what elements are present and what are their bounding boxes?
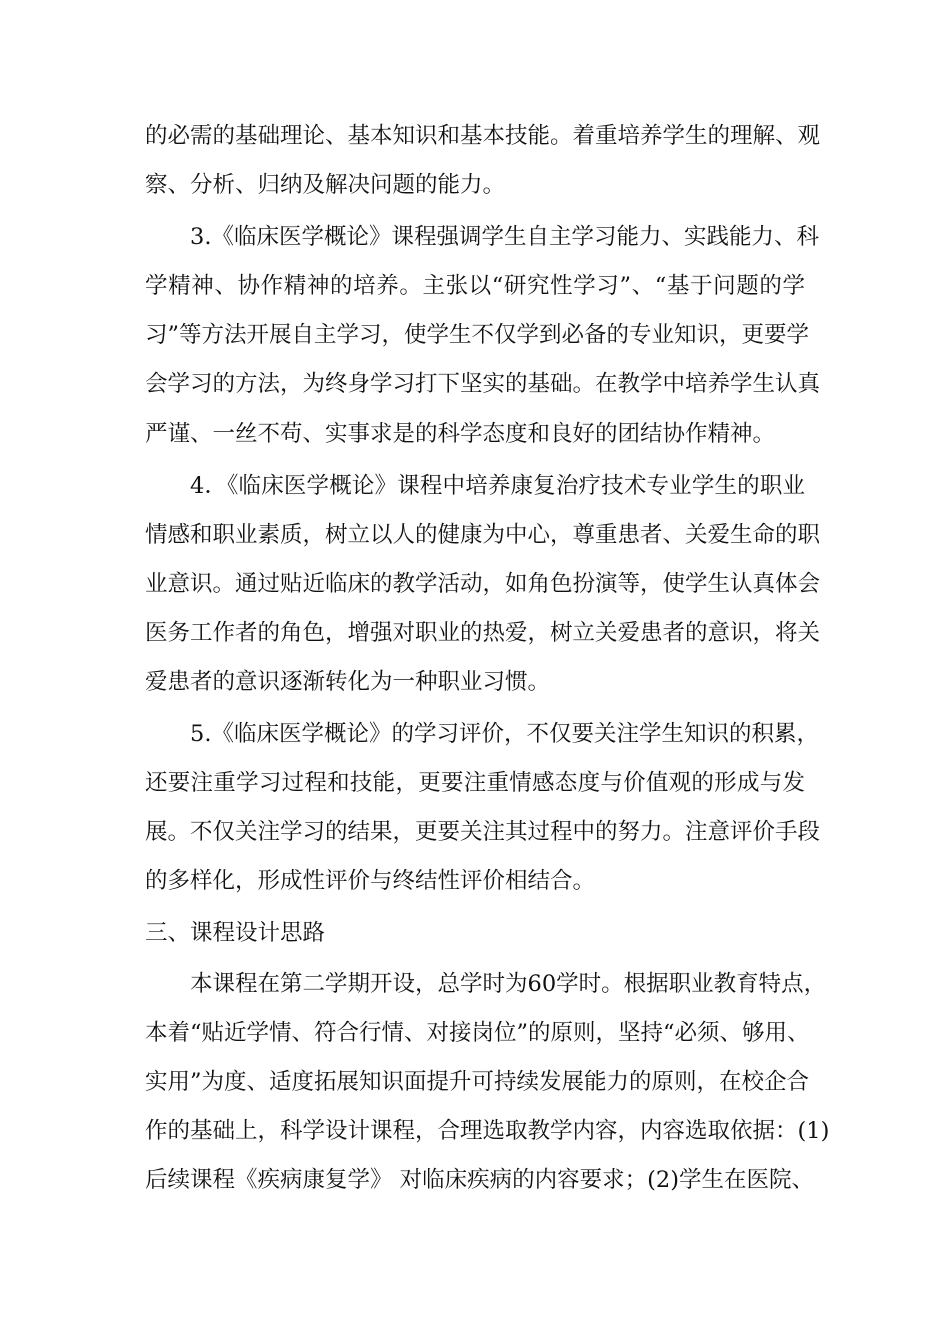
- text-line: [0, 564, 950, 604]
- text-line: [0, 116, 950, 156]
- line-text: 本课程在第二学期开设，总学时为60学时。根据职业教育特点，: [190, 971, 827, 997]
- line-text: 的必需的基础理论、基本知识和基本技能。着重培养学生的理解、观: [145, 123, 821, 149]
- line-text: 本着“贴近学情、符合行情、对接岗位”的原则，坚持“必须、够用、: [145, 1020, 810, 1046]
- line-text: 后续课程《疾病康复学》 对临床疾病的内容要求；(2)学生在医院、: [145, 1167, 815, 1193]
- text-line: [0, 414, 950, 454]
- text-line: [0, 165, 950, 205]
- text-line: [0, 714, 950, 754]
- line-text: 医务工作者的角色，增强对职业的热爱，树立关爱患者的意识，将关: [145, 620, 821, 646]
- text-line: [0, 515, 950, 555]
- text-line: [0, 662, 950, 702]
- line-text: 会学习的方法，为终身学习打下坚实的基础。在教学中培养学生认真: [145, 371, 821, 397]
- line-text: 3.《临床医学概论》课程强调学生自主学习能力、实践能力、科: [190, 224, 819, 250]
- text-line: [0, 763, 950, 803]
- line-text: 作的基础上，科学设计课程，合理选取教学内容，内容选取依据：(1): [145, 1118, 830, 1144]
- line-text: 业意识。通过贴近临床的教学活动，如角色扮演等，使学生认真体会: [145, 571, 821, 597]
- text-line: [0, 315, 950, 355]
- text-line: [0, 364, 950, 404]
- heading-text: 三、课程设计思路: [145, 920, 326, 946]
- text-line: [0, 861, 950, 901]
- line-text: 还要注重学习过程和技能，更要注重情感态度与价值观的形成与发: [145, 770, 805, 796]
- line-text: 习”等方法开展自主学习，使学生不仅学到必备的专业知识，更要学: [145, 322, 810, 348]
- line-text: 实用”为度、适度拓展知识面提升可持续发展能力的原则，在校企合: [145, 1069, 810, 1095]
- text-line: [0, 1160, 950, 1200]
- text-line: [0, 613, 950, 653]
- line-text: 的多样化，形成性评价与终结性评价相结合。: [145, 868, 596, 894]
- line-text: 5.《临床医学概论》的学习评价，不仅要关注学生知识的积累，: [190, 721, 819, 747]
- text-line: [0, 1062, 950, 1102]
- line-text: 情感和职业素质，树立以人的健康为中心，尊重患者、关爱生命的职: [145, 522, 821, 548]
- section-heading: [0, 913, 950, 953]
- line-text: 爱患者的意识逐渐转化为一种职业习惯。: [145, 669, 551, 695]
- line-text: 学精神、协作精神的培养。主张以“研究性学习”、“基于问题的学: [145, 273, 805, 299]
- text-line: [0, 266, 950, 306]
- text-line: [0, 964, 950, 1004]
- text-line: [0, 466, 950, 506]
- text-line: [0, 217, 950, 257]
- text-line: [0, 1013, 950, 1053]
- text-line: [0, 1111, 950, 1151]
- line-text: 察、分析、归纳及解决问题的能力。: [145, 172, 506, 198]
- text-line: [0, 812, 950, 852]
- line-text: 严谨、一丝不苟、实事求是的科学态度和良好的团结协作精神。: [145, 421, 776, 447]
- line-text: 展。不仅关注学习的结果，更要关注其过程中的努力。注意评价手段: [145, 819, 821, 845]
- line-text: 4．《临床医学概论》课程中培养康复治疗技术专业学生的职业: [190, 473, 805, 499]
